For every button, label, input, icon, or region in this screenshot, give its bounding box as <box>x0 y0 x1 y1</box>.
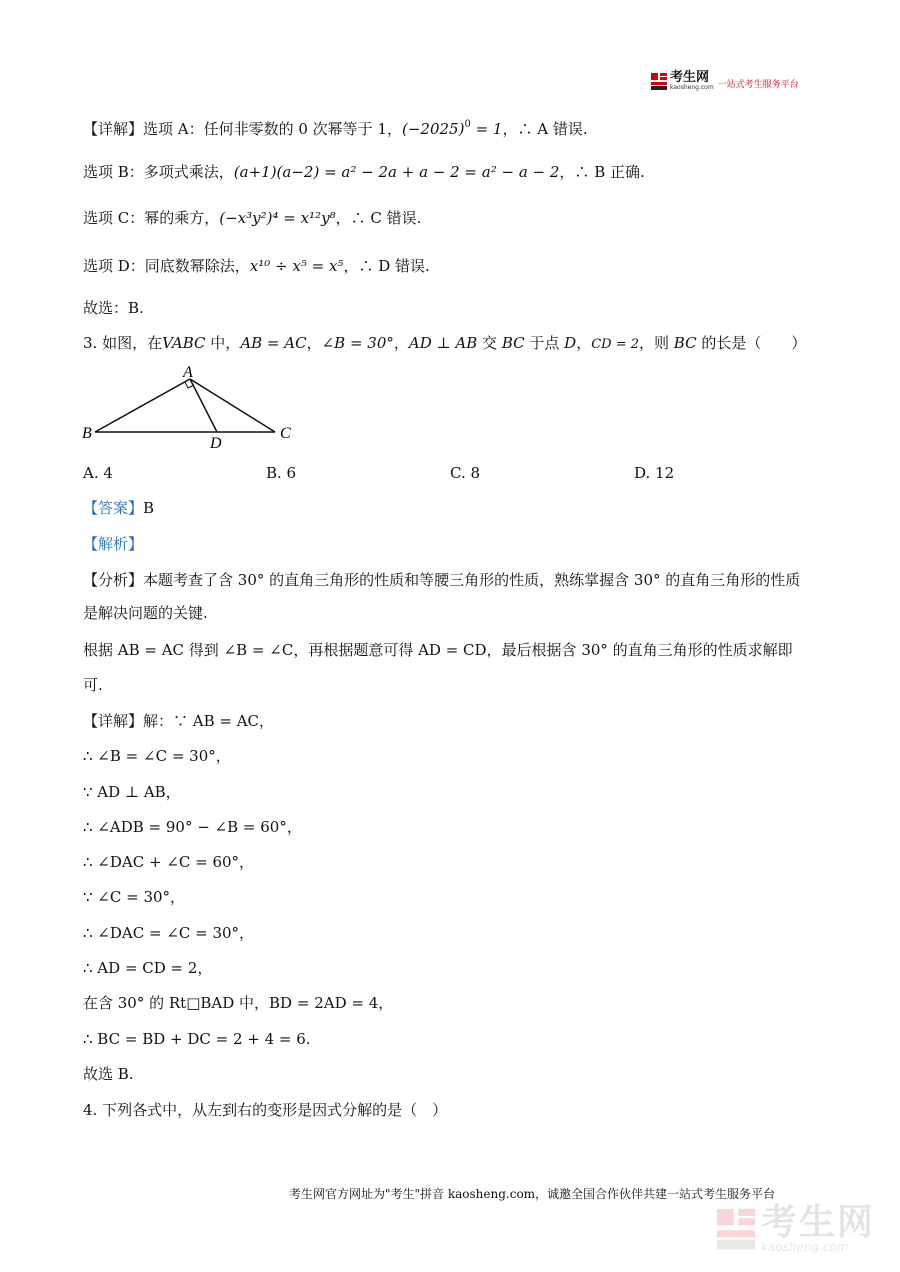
q3-answer: 【答案】B <box>83 499 155 517</box>
q3-step-10: ∴ BC = BD + DC = 2 + 4 = 6. <box>83 1030 311 1048</box>
kaosheng-logo-icon <box>651 73 667 90</box>
q3-step-1: 【详解】解：∵ AB = AC， <box>83 712 275 730</box>
watermark-logo-icon <box>717 1207 755 1251</box>
q2-detail-a: 【详解】选项 A：任何非零数的 0 次幂等于 1，$(-2025)^0 = 1$，∴ A 错误. <box>83 119 588 138</box>
q3-step-11: 故选 B. <box>83 1065 134 1083</box>
q3-step-9: 在含 30° 的 Rt□BAD 中，BD = 2AD = 4， <box>83 994 394 1012</box>
q3-step-4: ∴ ∠ADB = 90° − ∠B = 60°， <box>83 818 302 836</box>
header-slogan: 一站式考生服务平台 <box>717 79 799 90</box>
q3-analysis-2: 是解决问题的关键. <box>83 604 208 622</box>
label-a: A <box>183 364 193 381</box>
q3-option-d: D. 12 <box>634 464 675 482</box>
header-brand: 考生网 <box>670 70 710 85</box>
segment-ab <box>95 379 190 432</box>
q3-step-6: ∵ ∠C = 30°， <box>83 888 186 906</box>
q4-stem: 4. 下列各式中，从左到右的变形是因式分解的是（ ） <box>83 1101 448 1119</box>
q3-stem: 3. 如图，在VABC 中，AB = AC，∠B = 30°，AD ⊥ AB 交 BC 于点 D，CD = 2，则 BC 的长是（ ） <box>83 334 807 352</box>
q2-detail-d: 选项 D：同底数幂除法，x¹⁰ ÷ x⁵ = x⁵，∴ D 错误. <box>83 257 430 275</box>
q3-analysis-1: 【分析】本题考查了含 30° 的直角三角形的性质和等腰三角形的性质，熟练掌握含 30° 的直角三角形的性质 <box>83 571 801 589</box>
q3-step-3: ∵ AD ⊥ AB， <box>83 783 181 801</box>
q3-option-a: A. 4 <box>83 464 113 482</box>
footer-note: 考生网官方网址为"考生"拼音 kaosheng.com，诚邀全国合作伙伴共建一站式考生服务平台 <box>289 1187 776 1201</box>
label-c: C <box>280 425 291 442</box>
watermark <box>717 1202 876 1254</box>
q3-analysis-tag: 【解析】 <box>83 535 144 553</box>
watermark-domain: kaosheng.com <box>761 1240 849 1254</box>
header-domain: kaosheng.com <box>670 84 714 91</box>
q3-analysis-4: 可. <box>83 676 103 694</box>
q3-step-2: ∴ ∠B = ∠C = 30°， <box>83 747 231 765</box>
q3-analysis-3: 根据 AB = AC 得到 ∠B = ∠C，再根据题意可得 AD = CD，最后根据含 30° 的直角三角形的性质求解即 <box>83 641 793 659</box>
q2-detail-c: 选项 C：幂的乘方，(−x³y²)⁴ = x¹²y⁸，∴ C 错误. <box>83 209 422 227</box>
label-d: D <box>210 435 222 452</box>
q3-step-7: ∴ ∠DAC = ∠C = 30°， <box>83 924 255 942</box>
q3-step-8: ∴ AD = CD = 2， <box>83 959 213 977</box>
label-b: B <box>82 425 92 442</box>
header-logo <box>651 71 799 91</box>
q3-triangle-figure <box>78 360 298 455</box>
watermark-brand: 考生网 <box>761 1202 876 1243</box>
q2-choice: 故选：B. <box>83 299 144 317</box>
q3-option-b: B. 6 <box>266 464 297 482</box>
q2-detail-b: 选项 B：多项式乘法，(a+1)(a−2) = a² − 2a + a − 2 = a² − a − 2，∴ B 正确. <box>83 163 645 181</box>
q3-option-c: C. 8 <box>450 464 481 482</box>
q3-step-5: ∴ ∠DAC + ∠C = 60°， <box>83 853 255 871</box>
